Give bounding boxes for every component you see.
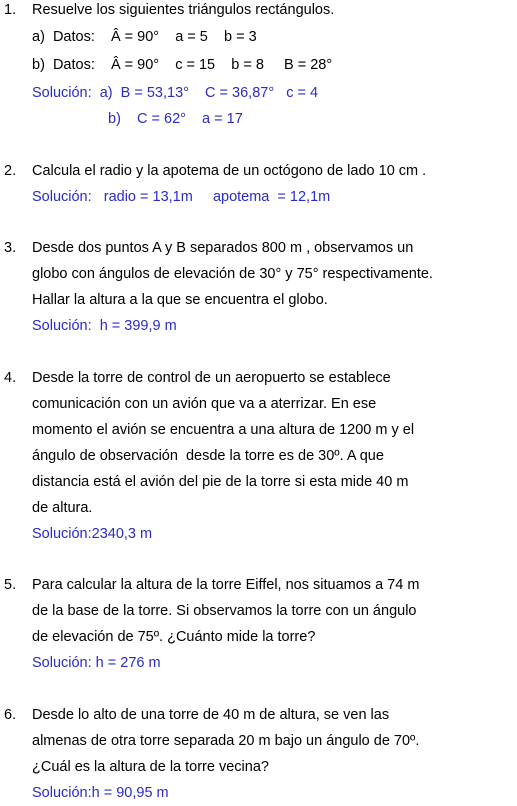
solution-line: Solución:h = 90,95 m [32, 785, 169, 801]
problem-text-line: Desde dos puntos A y B separados 800 m , observamos un [32, 240, 414, 256]
problem-text-line: Resuelve los siguientes triángulos rectángulos. [32, 2, 335, 18]
problem-text-line: momento el avión se encuentra a una altura de 1200 m y el [32, 422, 415, 438]
problem-text-line: globo con ángulos de elevación de 30° y 75° respectivamente. [32, 266, 433, 282]
problem-text-line: de altura. [32, 500, 93, 516]
problem-text-line: de la base de la torre. Si observamos la torre con un ángulo [32, 603, 417, 619]
problem-number: 4. [4, 370, 17, 386]
problem-text-line: Hallar la altura a la que se encuentra el globo. [32, 292, 328, 308]
problem-text-line: Desde lo alto de una torre de 40 m de altura, se ven las [32, 707, 390, 723]
problem-number: 2. [4, 163, 17, 179]
problem-number: 1. [4, 2, 17, 18]
solution-line: Solución: h = 276 m [32, 655, 161, 671]
problem-text-line: Para calcular la altura de la torre Eiffel, nos situamos a 74 m [32, 577, 420, 593]
problem-number: 6. [4, 707, 17, 723]
solution-line: b) C = 62° a = 17 [108, 111, 243, 127]
solution-line: Solución:2340,3 m [32, 526, 153, 542]
problem-text-line: almenas de otra torre separada 20 m bajo un ángulo de 70º. [32, 733, 420, 749]
problem-number: 5. [4, 577, 17, 593]
solution-line: Solución: h = 399,9 m [32, 318, 177, 334]
problem-text-line: distancia está el avión del pie de la torre si esta mide 40 m [32, 474, 409, 490]
problem-text-line: Desde la torre de control de un aeropuerto se establece [32, 370, 391, 386]
problem-text-line: Calcula el radio y la apotema de un octógono de lado 10 cm . [32, 163, 427, 179]
problem-item: a) Datos: Â = 90° a = 5 b = 3 [32, 29, 257, 45]
solution-line: Solución: radio = 13,1m apotema = 12,1m [32, 189, 331, 205]
solution-line: Solución: a) B = 53,13° C = 36,87° c = 4 [32, 85, 319, 101]
problem-text-line: ¿Cuál es la altura de la torre vecina? [32, 759, 269, 775]
problem-item: b) Datos: Â = 90° c = 15 b = 8 B = 28° [32, 57, 333, 73]
problem-text-line: de elevación de 75º. ¿Cuánto mide la torre? [32, 629, 316, 645]
problem-number: 3. [4, 240, 17, 256]
problem-text-line: ángulo de observación desde la torre es de 30º. A que [32, 448, 384, 464]
problem-text-line: comunicación con un avión que va a aterrizar. En ese [32, 396, 377, 412]
